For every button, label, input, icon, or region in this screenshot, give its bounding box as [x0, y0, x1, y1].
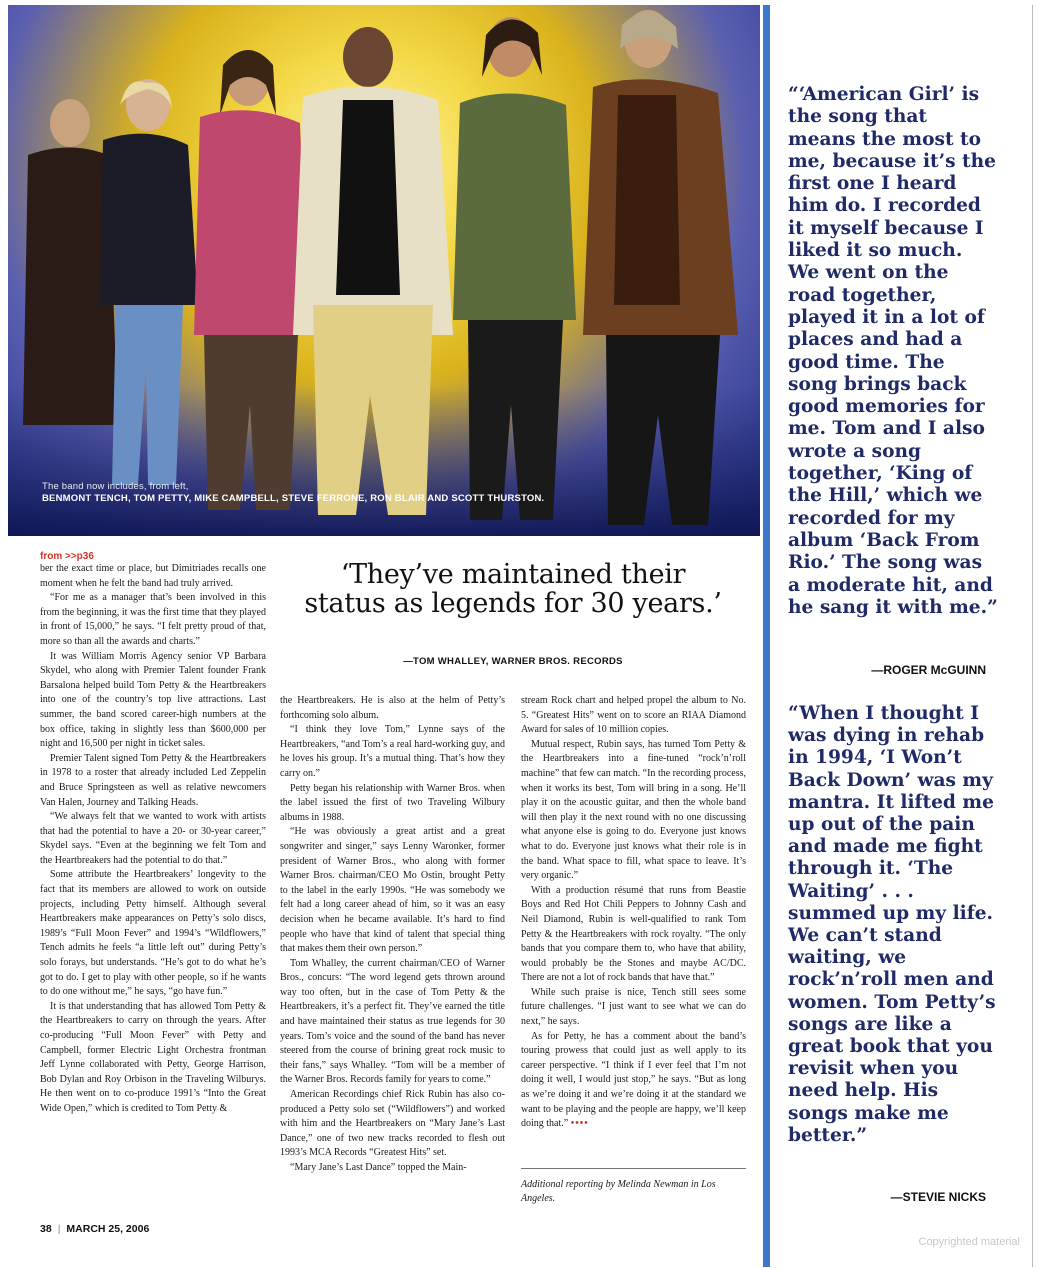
photo-caption [42, 481, 544, 504]
paragraph: “Mary Jane’s Last Dance” topped the Main- [290, 1162, 467, 1173]
sidebar-quote-mcguinn: “‘American Girl’ is the song that means the most to me, because it’s the first one I heard him do. I recorded it myself because I liked it so much. We went on the road together, played it in a lot of places and had a good time. The song brings back good memories for me. Tom and I also wrote a song together, ‘King of the Hill,’ which we recorded for my album ‘Back From Rio.’ The song was a moderate hit, and he sang it with me.” [788, 84, 998, 618]
end-mark: •••• [570, 1118, 589, 1130]
paragraph: the Heartbreakers. He is also at the helm of Petty’s forthcoming solo album. [280, 695, 505, 721]
paragraph [521, 1030, 746, 1132]
sidebar-quote-nicks: “When I thought I was dying in rehab in 1994, ‘I Won’t Back Down’ was my mantra. It lifted me up out of the pain and made me fight through it. ‘The Waiting’ . . . summed up my life. We can’t stand waiting, we rock’n’roll men and women. Tom Petty’s songs are like a great book that you revisit when you need help. His songs make me better.” [788, 703, 996, 1146]
article-column-1 [40, 562, 266, 1210]
sidebar-attribution-mcguinn: —ROGER McGUINN [871, 663, 986, 677]
article-column-2 [280, 694, 505, 1210]
pull-quote-attribution: —TOM WHALLEY, WARNER BROS. RECORDS [403, 656, 623, 667]
copyright-notice: Copyrighted material [918, 1236, 1020, 1248]
folio-separator: | [57, 1223, 61, 1235]
pull-quote: ‘They’ve maintained their status as legends for 30 years.’ [304, 559, 722, 619]
paragraph: American Recordings chief Rick Rubin has also co-produced a Petty solo set (“Wildflowers”) and worked with him and the Heartbreakers on “Mary Jane’s Last Dance,” one of two new tracks recorded to flesh out 1993’s MCA Records “Greatest Hits” set. [280, 1089, 505, 1159]
accent-stripe [763, 5, 770, 1267]
paragraph: “He was obviously a great artist and a great songwriter and singer,” says Lenny Waronker, former president of Warner Bros., who along with former Warner Bros. chairman/CEO Mo Ostin, brought Petty to the label in the early 1990s. “He was somebody we felt had a long career ahead of him, so it was an easy decision when he became available. It’s hard to find people who have that kind of talent that special thing that makes them their own person.” [280, 826, 505, 955]
paragraph: Premier Talent signed Tom Petty & the Heartbreakers in 1978 to a roster that already included Led Zeppelin and Bruce Springsteen as well as relative newcomers Van Halen, Journey and Talking Heads. [40, 752, 266, 808]
paragraph: stream Rock chart and helped propel the album to No. 5. “Greatest Hits” went on to score an RIAA Diamond Award for sales of 10 million copies. [521, 695, 746, 736]
paragraph: ber the exact time or place, but Dimitriades recalls one moment when he felt the band had truly arrived. [40, 563, 266, 589]
paragraph: It is that understanding that has allowed Tom Petty & the Heartbreakers to carry on through the years. After co-producing “Full Moon Fever” with Petty and Campbell, former Electric Light Orchestra frontman Jeff Lynne collaborated with Petty, George Harrison, Bob Dylan and Roy Orbison in the Traveling Wilburys. He then went on to co-produce 1991’s “Into the Great Wide Open,” which is credited to Tom Petty & [40, 1000, 266, 1114]
page-number: 38 [40, 1223, 52, 1235]
photo-caption-lead: The band now includes, from left, [42, 481, 189, 492]
divider [521, 1168, 746, 1169]
sidebar-attribution-nicks: —STEVIE NICKS [890, 1190, 986, 1204]
paragraph: It was William Morris Agency senior VP Barbara Skydel, who along with Premier Talent founder Frank Barsalona helped build Tom Petty & the Heartbreakers into one of the country’s top live attractions. Last summer, the band scored career-high numbers at the box office, taking in slightly less than $600,000 per night and 16,500 per night in ticket sales. [40, 650, 266, 750]
paragraph: “For me as a manager that’s been involved in this from the beginning, it was the first time that they played in front of 15,000,” he says. “I felt pretty proud of that, more so than all the awards and charts.” [40, 592, 266, 647]
issue-date: MARCH 25, 2006 [66, 1223, 150, 1235]
paragraph: Mutual respect, Rubin says, has turned Tom Petty & the Heartbreakers into a fine-tuned “rock’n’roll machine” that few can match. “In the recording process, when it works its best, Tom will bring in a song. He’ll play it on the acoustic guitar, and then the whole band will then play it the next round with no one discussing what anyone else is going to do. Everyone just knows what to do. Everyone just knows what their role is in the band. What space to fill, what space to leave. It’s very organic.” [521, 738, 746, 882]
continued-from-link[interactable]: from >>p36 [40, 551, 94, 562]
paragraph: While such praise is nice, Tench still sees some future challenges. “I just want to see what we can do next,” he says. [521, 986, 746, 1028]
band-photo [8, 5, 760, 536]
photo-caption-names: BENMONT TENCH, TOM PETTY, MIKE CAMPBELL, STEVE FERRONE, RON BLAIR AND SCOTT THURSTON. [42, 492, 545, 504]
paragraph: Some attribute the Heartbreakers’ longevity to the fact that its members are allowed to work on outside projects, including Petty himself. Although several Heartbreakers make appearances on Petty’s solo discs, 1989’s “Full Moon Fever” and 1994’s “Wildflowers,” Tench admits he feels “a little left out” during Petty’s solo forays, but understands. “He’s got to do what he’s got to do. I get to play with other people, so if he wants to do one without me,” he says, “go have fun.” [40, 869, 266, 998]
paragraph-text: As for Petty, he has a comment about the band’s touring prowess that could just as well apply to its career perspective. “I think if I ever feel that I’m not doing it well, I would just stop,” he says. “But as long as we’re doing it and we’re doing it at the standard we want to be playing and the people are happy, we’ll keep doing that.” [521, 1030, 746, 1130]
paragraph: “We always felt that we wanted to work with artists that had the potential to have a 20- or 30-year career,” Skydel says. “Even at the beginning we felt Tom and the Heartbreakers had the potential to do that.” [40, 811, 266, 866]
paragraph: “I think they love Tom,” Lynne says of the Heartbreakers, “and Tom’s a real hard-working guy, and he loves his group. It’s a mutual thing. That’s how they carry on.” [280, 724, 505, 779]
paragraph: Petty began his relationship with Warner Bros. when the label issued the first of two Traveling Wilbury albums in 1988. [280, 782, 505, 823]
page-folio [40, 1223, 149, 1235]
paragraph: Tom Whalley, the current chairman/CEO of Warner Bros., concurs: “The word legend gets thrown around way too often, but in the case of Tom Petty & the Heartbreakers, it’s a perfect fit. They’ve earned the title and have maintained their status as true legends for 30 years. Tom’s voice and the sound of the band has never steered from the course of brining great rock music to their fans,” says Whalley. “Tom will be a member of the Warner Bros. Records family for years to come.” [280, 957, 505, 1086]
additional-reporting: Additional reporting by Melinda Newman in Los Angeles. [521, 1179, 716, 1204]
article-column-3 [521, 694, 746, 1174]
band-photo-illustration [8, 5, 760, 536]
paragraph: With a production résumé that runs from Beastie Boys and Red Hot Chili Peppers to Johnny Cash and Neil Diamond, Rubin is well-qualified to rank Tom Petty & the Heartbreakers with rock royalty. “The only bands that you compare them to, who have that ability, would probably be the Stones and maybe AC/DC. There are not a lot of rock bands that have that.” [521, 884, 746, 984]
